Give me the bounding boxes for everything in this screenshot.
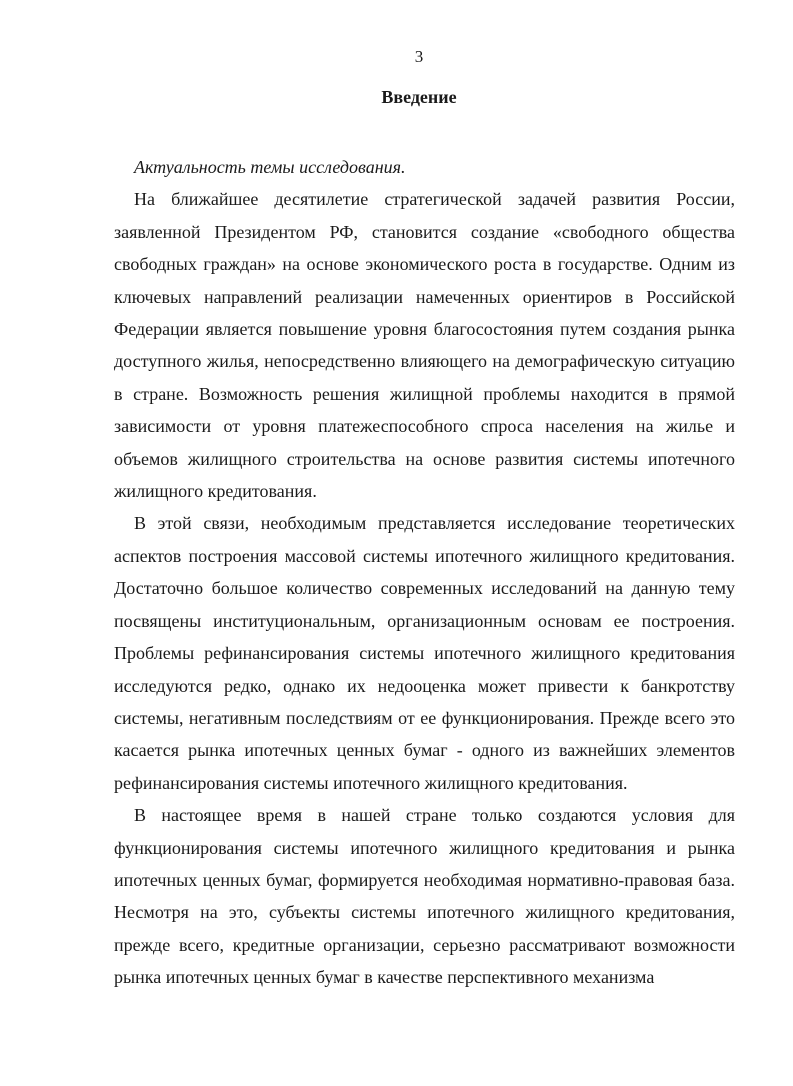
subsection-title: Актуальность темы исследования. xyxy=(134,157,406,177)
page-number: 3 xyxy=(414,47,424,66)
section-heading: Введение xyxy=(381,87,457,107)
paragraph-1: На ближайшее десятилетие стратегической задачей развития России, заявленной Президентом РФ, становится создание «свободного общества свободных граждан» на основе экономического роста в государстве. Одним из ключевых направлений реализации намеченных ориентиров в Российской Федерации является повышение уровня благосостояния путем создания рынка доступного жилья, непосредственно влияющего на демографическую ситуацию в стране. Возможность решения жилищной проблемы находится в прямой зависимости от уровня платежеспособного спроса населения на жилье и объемов жилищного строительства на основе развития системы ипотечного жилищного кредитования. xyxy=(114,189,735,502)
paragraph-3: В настоящее время в нашей стране только создаются условия для функционирования системы ипотечного жилищного кредитования и рынка ипотечных ценных бумаг, формируется необходимая нормативно-правовая база. Несмотря на это, субъекты системы ипотечного жилищного кредитования, прежде всего, кредитные организации, серьезно рассматривают возможности рынка ипотечных ценных бумаг в качестве перспективного механизма xyxy=(114,805,735,988)
body-text xyxy=(114,151,735,994)
paragraph-2: В этой связи, необходимым представляется исследование теоретических аспектов построения массовой системы ипотечного жилищного кредитования. Достаточно большое количество современных исследований на данную тему посвящены институциональным, организационным основам ее построения. Проблемы рефинансирования системы ипотечного жилищного кредитования исследуются редко, однако их недооценка может привести к банкротству системы, негативным последствиям от ее функционирования. Прежде всего это касается рынка ипотечных ценных бумаг - одного из важнейших элементов рефинансирования системы ипотечного жилищного кредитования. xyxy=(114,513,735,793)
